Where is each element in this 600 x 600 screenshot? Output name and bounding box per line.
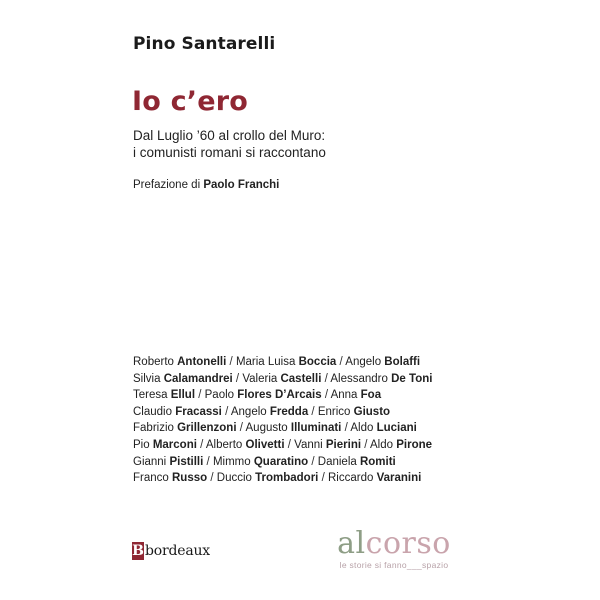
contributor-last-name: Luciani [376, 422, 417, 435]
contributor [318, 406, 390, 418]
subtitle-line: i comunisti romani si raccontano [133, 145, 326, 160]
contributor [236, 356, 336, 368]
contributor-first-name: Roberto [133, 356, 174, 368]
preface-credit [133, 179, 279, 191]
contributor-line [133, 454, 432, 471]
book-title: Io c’ero [132, 86, 249, 117]
contributor-last-name: Bolaffi [384, 356, 421, 368]
contributor [246, 422, 342, 434]
contributor-separator: / [229, 356, 233, 368]
contributor-last-name: Pistilli [169, 455, 204, 468]
subtitle-line: Dal Luglio ’60 al crollo del Muro: [133, 128, 326, 143]
contributor-last-name: Varanini [376, 472, 422, 485]
contributor-first-name: Aldo [350, 422, 374, 435]
contributor-separator: / [206, 455, 210, 468]
contributor [133, 422, 237, 434]
contributor-first-name: Franco [133, 472, 169, 485]
contributor-separator: / [321, 472, 325, 485]
author-name: Pino Santarelli [133, 34, 276, 54]
contributor-first-name: Pio [133, 438, 150, 451]
contributor-first-name: Teresa [133, 389, 168, 402]
contributor-last-name: Castelli [280, 372, 322, 385]
contributor-first-name: Anna [330, 389, 358, 402]
contributor-line [133, 371, 432, 388]
contributor-line [133, 387, 432, 404]
contributor-line [133, 404, 432, 421]
contributor-last-name: Antonelli [177, 356, 227, 368]
contributor-first-name: Riccardo [328, 472, 374, 485]
contributor-separator: / [339, 356, 343, 368]
contributor-separator: / [225, 405, 229, 418]
contributor-first-name: Alberto [205, 438, 243, 451]
preface-prefix: Prefazione di [133, 179, 201, 191]
contributor-last-name: Trombadori [255, 472, 319, 485]
contributor-line [133, 470, 432, 487]
contributor-first-name: Silvia [133, 372, 161, 385]
contributor [370, 439, 432, 451]
contributor-first-name: Angelo [230, 405, 267, 418]
contributor-separator: / [287, 438, 291, 451]
contributor-last-name: Romiti [359, 455, 396, 468]
contributor-first-name: Daniela [317, 455, 357, 468]
contributor-first-name: Duccio [216, 472, 252, 485]
contributor [231, 406, 308, 418]
series-name-part1: al [337, 526, 366, 561]
publisher-mark-letter: B [132, 543, 144, 559]
contributors-list [133, 354, 432, 487]
contributor [331, 389, 382, 401]
contributor-first-name: Maria Luisa [235, 356, 296, 368]
publisher-name: bordeaux [145, 543, 210, 559]
contributor-last-name: Pirone [396, 438, 433, 451]
contributor-separator: / [235, 372, 240, 385]
contributor-last-name: Illuminati [290, 422, 342, 435]
series-tagline: le storie si fanno___spazio [339, 560, 449, 570]
contributor-separator: / [200, 438, 204, 451]
contributor-last-name: Fracassi [175, 405, 222, 418]
contributor-last-name: Marconi [152, 438, 197, 451]
contributor-line [133, 420, 432, 437]
contributor-first-name: Augusto [245, 422, 288, 435]
contributor [133, 406, 222, 418]
contributor [206, 439, 285, 451]
contributor-separator: / [344, 422, 348, 435]
contributor-last-name: Foa [360, 389, 382, 402]
contributor-last-name: Russo [172, 472, 208, 485]
contributor-last-name: Pierini [325, 438, 362, 451]
publisher-mark [132, 542, 144, 560]
contributor-last-name: Boccia [298, 356, 337, 368]
contributor-last-name: Ellul [170, 389, 196, 402]
contributor-first-name: Paolo [204, 389, 235, 402]
contributor-first-name: Claudio [133, 405, 172, 418]
contributor [242, 373, 321, 385]
contributor [213, 456, 308, 468]
contributor-last-name: Calamandrei [163, 372, 233, 385]
contributor-first-name: Valeria [242, 372, 278, 385]
preface-author: Paolo Franchi [203, 179, 280, 191]
contributor [350, 422, 417, 434]
contributor [294, 439, 361, 451]
contributor-first-name: Mimmo [212, 455, 251, 468]
contributor-last-name: Fredda [269, 405, 309, 418]
contributor-last-name: De Toni [391, 372, 433, 385]
contributor-first-name: Enrico [317, 405, 351, 418]
series-name [323, 527, 465, 561]
contributor [133, 472, 207, 484]
contributor-separator: / [324, 372, 328, 385]
contributor [133, 389, 195, 401]
contributor [133, 373, 233, 385]
contributor-first-name: Angelo [345, 356, 382, 368]
contributor-first-name: Alessandro [330, 372, 388, 385]
contributor-last-name: Giusto [353, 405, 391, 418]
contributor-first-name: Gianni [133, 455, 167, 468]
contributor [318, 456, 396, 468]
contributor-separator: / [311, 405, 315, 418]
contributor [133, 456, 203, 468]
contributor-separator: / [239, 422, 243, 435]
contributor-separator: / [198, 389, 202, 402]
contributor-line [133, 354, 432, 371]
contributor-last-name: Grillenzoni [177, 422, 237, 435]
contributor [330, 373, 432, 385]
contributor-first-name: Fabrizio [133, 422, 174, 435]
contributor-line [133, 437, 432, 454]
contributor [133, 356, 226, 368]
series-name-part2: corso [365, 526, 451, 561]
contributor-last-name: Flores D’Arcais [237, 389, 322, 402]
book-subtitle [133, 127, 326, 161]
contributor-separator: / [324, 389, 329, 402]
contributor-separator: / [311, 455, 315, 468]
contributor-first-name: Aldo [370, 438, 394, 451]
contributor-separator: / [364, 438, 368, 451]
publisher-logo [132, 541, 210, 561]
contributor-last-name: Quaratino [253, 455, 309, 468]
contributor-separator: / [210, 472, 214, 485]
contributor [133, 439, 197, 451]
series-logo [323, 527, 465, 570]
contributor [345, 356, 420, 368]
contributor [217, 472, 319, 484]
contributor-last-name: Olivetti [245, 438, 285, 451]
contributor [328, 472, 421, 484]
contributor [205, 389, 322, 401]
contributor-first-name: Vanni [294, 438, 323, 451]
